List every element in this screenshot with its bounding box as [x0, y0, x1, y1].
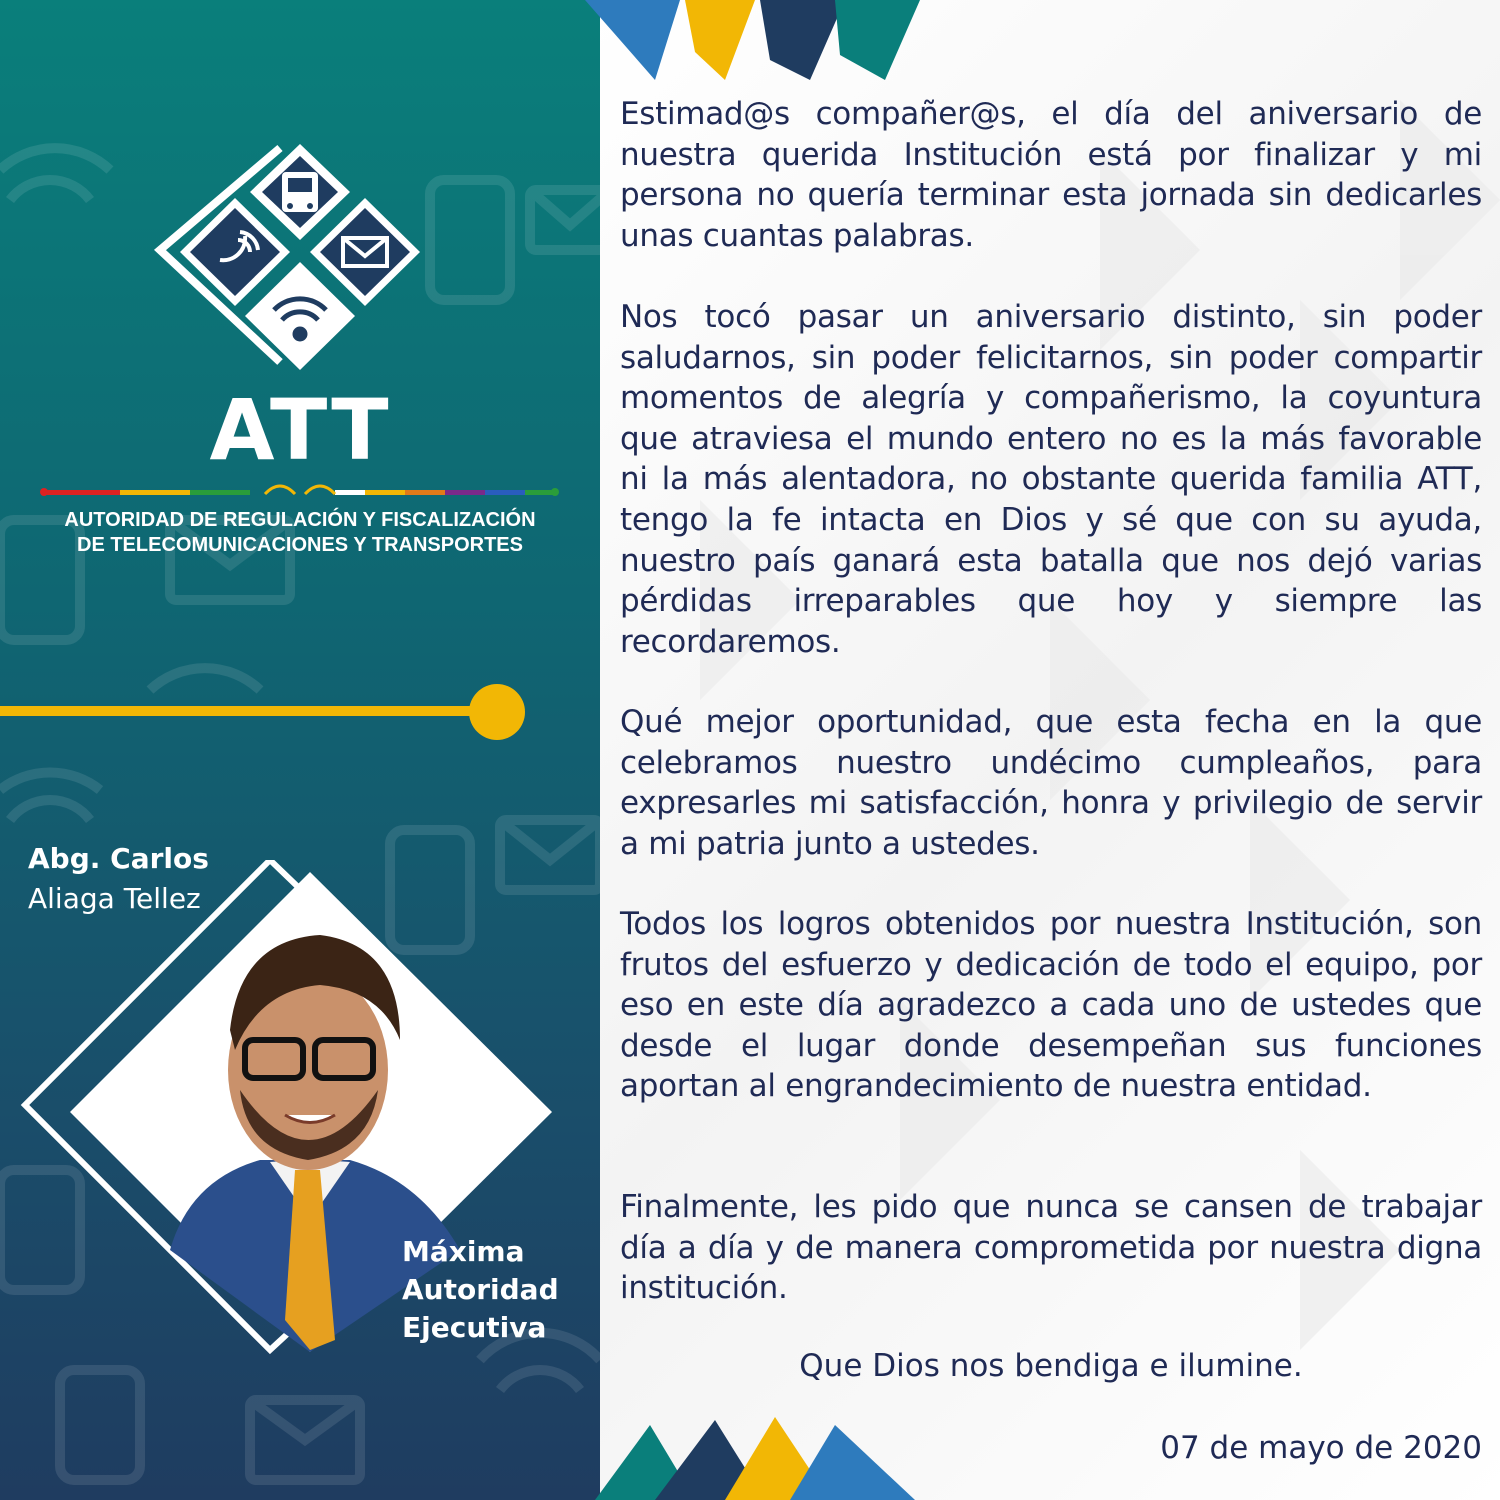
yellow-connector-decoration [0, 684, 540, 744]
att-logo [150, 140, 430, 380]
org-name-line1: AUTORIDAD DE REGULACIÓN Y FISCALIZACIÓN [64, 509, 536, 531]
person-name-line2: Aliaga Tellez [28, 882, 201, 915]
left-panel [0, 0, 600, 1500]
letter-paragraph-5: Finalmente, les pido que nunca se cansen de trabajar día a día y de manera comprometida por nuestra digna institución. [620, 1189, 1482, 1307]
letter-date: 07 de mayo de 2020 [1160, 1430, 1482, 1466]
org-name-line2: DE TELECOMUNICACIONES Y TRANSPORTES [77, 534, 523, 556]
person-role-line3: Ejecutiva [402, 1311, 547, 1344]
letter-closing: Que Dios nos bendiga e ilumine. [799, 1348, 1303, 1384]
letter-paragraph-3: Qué mejor oportunidad, que esta fecha en la que celebramos nuestro undécimo cumpleaños, para expresarles mi satisfacción, honra y privilegio de servir a mi patria junto a ustedes. [620, 704, 1482, 862]
flag-line-decoration [40, 482, 560, 502]
person-role-line1: Máxima [402, 1235, 525, 1268]
att-acronym: ATT [209, 381, 391, 479]
bottom-chevron-decoration [595, 1405, 915, 1500]
letter-paragraph-4: Todos los logros obtenidos por nuestra Institución, son frutos del esfuerzo y dedicación de todo el equipo, por eso en este día agradezco a cada uno de ustedes que desde el lugar donde desempeñan sus funciones aportan al engrandecimiento de nuestra entidad. [620, 906, 1482, 1105]
letter-paragraph-1: Estimad@s compañer@s, el día del aniversario de nuestra querida Institución está por finalizar y mi persona no quería terminar esta jornada sin dedicarles unas cuantas palabras. [620, 96, 1482, 254]
top-chevron-decoration [585, 0, 925, 90]
person-name-line1: Abg. Carlos [28, 842, 209, 875]
person-role-line2: Autoridad [402, 1273, 559, 1306]
letter-paragraph-2: Nos tocó pasar un aniversario distinto, sin poder saludarnos, sin poder felicitarnos, sin poder compartir momentos de alegría y compañerismo, la coyuntura que atraviesa el mundo entero no es la más favorable ni la más alentadora, no obstante querida familia ATT, tengo la fe intacta en Dios y sé que con su ayuda, nuestro país ganará esta batalla que nos dejó varias pérdidas irreparables que hoy y siempre las recordaremos. [620, 299, 1482, 660]
